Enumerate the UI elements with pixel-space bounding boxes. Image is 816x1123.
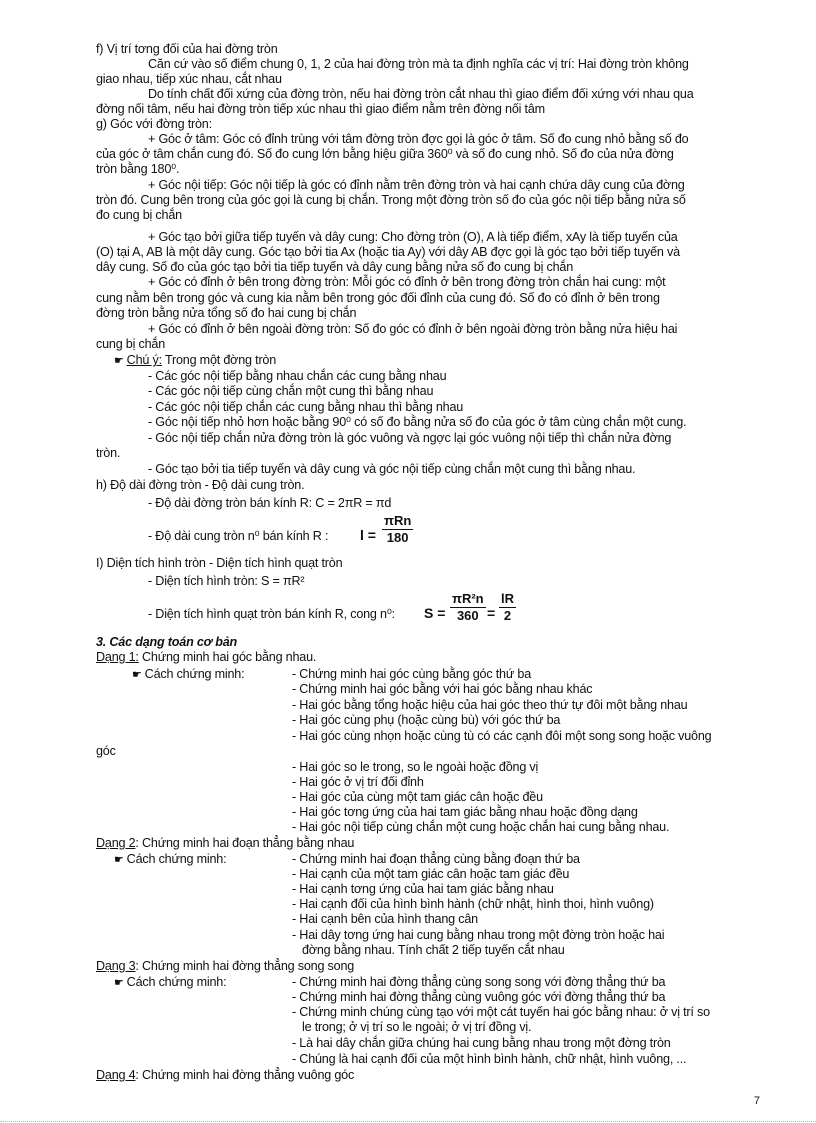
section-3-title: 3. Các dạng toán cơ bản	[96, 635, 238, 649]
dang-2-heading	[96, 836, 354, 851]
dang-4-label: Dạng 4	[96, 1068, 136, 1082]
paragraph-line: đờng nối tâm, nếu hai đờng tròn tiếp xúc nhau thì giao điểm nằm trên đờng nối tâm	[96, 102, 545, 116]
list-item: - Chứng minh hai đờng thẳng cùng vuông góc với đờng thẳng thứ ba	[292, 990, 666, 1004]
paragraph-line: + Góc nội tiếp: Góc nội tiếp là góc có đỉnh nằm trên đờng tròn và hai cạnh chứa dây cung của đờng	[148, 178, 685, 192]
page-number: 7	[753, 1095, 760, 1107]
list-item: - Hai cạnh đối của hình bình hành (chữ nhật, hình thoi, hình vuông)	[292, 897, 654, 911]
paragraph-line: đờng tròn bằng nửa tổng số đo hai cung bị chắn	[96, 306, 357, 320]
paragraph-line: cung nằm bên trong góc và cung kia nằm bên trong góc đối đỉnh của cung đó. Số đo có đỉnh ở bên trong	[96, 291, 660, 305]
note-item: - Góc nội tiếp nhỏ hơn hoặc bằng 90⁰ có số đo bằng nửa số đo của góc ở tâm cùng chắn một cung.	[148, 415, 687, 429]
list-item: - Hai cạnh bên của hình thang cân	[292, 912, 478, 926]
section-g-title: g) Góc với đờng tròn:	[96, 117, 212, 131]
formula-sector-label: - Diện tích hình quạt tròn bán kính R, cong n⁰:	[148, 607, 395, 621]
paragraph-line: của góc ở tâm chắn cung đó. Số đo cung lớn bằng hiệu giữa 360⁰ và số đo cung nhỏ. Số đo của nửa đờng	[96, 147, 674, 161]
note-item: - Các góc nội tiếp chắn các cung bằng nhau thì bằng nhau	[148, 400, 464, 414]
list-item: - Hai góc so le trong, so le ngoài hoặc đồng vị	[292, 760, 539, 774]
dang-4-heading	[96, 1068, 354, 1083]
formula-sector-equals: =	[487, 605, 496, 621]
list-item: - Hai cạnh tơng ứng của hai tam giác bằng nhau	[292, 882, 554, 896]
list-item: - Chứng minh hai góc bằng với hai góc bằng nhau khác	[292, 682, 593, 696]
note-label: Chú ý:	[126, 353, 162, 367]
formula-circle-area: - Diện tích hình tròn: S = πR²	[148, 574, 305, 588]
section-f-title: f) Vị trí tơng đối của hai đờng tròn	[96, 42, 278, 56]
list-item: - Là hai dây chắn giữa chúng hai cung bằng nhau trong một đờng tròn	[292, 1036, 671, 1050]
fraction-numerator: lR	[501, 591, 514, 606]
method-label: ☛ Cách chứng minh:	[114, 852, 227, 866]
note-item-wrap: tròn.	[96, 446, 121, 460]
list-item-wrap: le trong; ở vị trí so le ngoài; ở vị trí đồng vị.	[302, 1020, 532, 1034]
paragraph-line: (O) tại A, AB là một dây cung. Góc tạo bởi tia Ax (hoặc tia Ay) với dây AB đợc gọi là góc tạo bởi tiếp tuyến và	[96, 245, 680, 259]
method-label: ☛ Cách chứng minh:	[114, 975, 227, 989]
dang-4-text: : Chứng minh hai đờng thẳng vuông góc	[135, 1068, 355, 1082]
note-heading	[114, 353, 276, 369]
dang-3-text: : Chứng minh hai đờng thẳng song song	[135, 959, 355, 973]
list-item: - Hai góc bằng tổng hoặc hiệu của hai góc theo thứ tự đôi một bằng nhau	[292, 698, 688, 712]
list-item: - Chúng là hai cạnh đối của một hình bình hành, chữ nhật, hình vuông, ...	[292, 1052, 687, 1066]
paragraph-line: + Góc ở tâm: Góc có đỉnh trùng với tâm đờng tròn đợc gọi là góc ở tâm. Số đo cung nhỏ bằng số đo	[148, 132, 689, 146]
paragraph-line: đo cung bị chắn	[96, 208, 182, 222]
fraction-denominator: 180	[386, 530, 409, 545]
dang-2-text: : Chứng minh hai đoạn thẳng bằng nhau	[135, 836, 355, 850]
list-item: - Chứng minh hai đoạn thẳng cùng bằng đoạn thứ ba	[292, 852, 580, 866]
paragraph-line: + Góc tạo bởi giữa tiếp tuyến và dây cung: Cho đờng tròn (O), A là tiếp điểm, xAy là tiếp tuyến của	[148, 230, 678, 244]
list-item: - Hai góc của cùng một tam giác cân hoặc đều	[292, 790, 543, 804]
paragraph-line: giao nhau, tiếp xúc nhau, cắt nhau	[96, 72, 282, 86]
dang-3-label: Dạng 3	[96, 959, 136, 973]
list-item: - Chứng minh chúng cùng tạo với một cát tuyến hai góc bằng nhau: ở vị trí so	[292, 1005, 710, 1019]
note-text: Trong một đờng tròn	[161, 353, 277, 367]
list-item: - Chứng minh hai góc cùng bằng góc thứ ba	[292, 667, 532, 681]
paragraph-line: + Góc có đỉnh ở bên ngoài đờng tròn: Số đo góc có đỉnh ở bên ngoài đờng tròn bằng nửa hiệu hai	[148, 322, 678, 336]
list-item: - Hai góc cùng phụ (hoặc cùng bù) với góc thứ ba	[292, 713, 561, 727]
paragraph-line: tròn bằng 180⁰.	[96, 162, 180, 176]
paragraph-line: Do tính chất đối xứng của đờng tròn, nếu hai đờng tròn cắt nhau thì giao điểm đối xứng với nhau qua	[148, 87, 694, 101]
formula-arc-lhs: l =	[360, 527, 376, 543]
note-item: - Góc nội tiếp chắn nửa đờng tròn là góc vuông và ngợc lại góc vuông nội tiếp thì chắn nửa đờng	[148, 431, 672, 445]
dang-1-heading	[96, 650, 316, 665]
formula-sector-lhs: S =	[424, 605, 446, 621]
list-item: - Chứng minh hai đờng thẳng cùng song song với đờng thẳng thứ ba	[292, 975, 666, 989]
fraction-numerator: πR²n	[452, 591, 484, 606]
pointing-hand-icon: ☛	[132, 669, 142, 681]
section-h-title: h) Độ dài đờng tròn - Độ dài cung tròn.	[96, 478, 305, 492]
dang-2-label: Dạng 2	[96, 836, 136, 850]
list-item-wrap: đờng bằng nhau. Tính chất 2 tiếp tuyến cắt nhau	[302, 943, 565, 957]
page-bottom-divider	[0, 1121, 816, 1122]
list-item: - Hai góc nội tiếp cùng chắn một cung hoặc chắn hai cung bằng nhau.	[292, 820, 670, 834]
paragraph-line: dây cung. Số đo của góc tạo bởi tia tiếp tuyến và dây cung bằng nửa số đo cung bị chắn	[96, 260, 573, 274]
list-item: - Hai dây tơng ứng hai cung bằng nhau trong một đờng tròn hoặc hai	[292, 928, 665, 942]
paragraph-line: tròn đó. Cung bên trong của góc gọi là cung bị chắn. Trong một đờng tròn số đo của góc nội tiếp bằng nửa số	[96, 193, 686, 207]
paragraph-line: cung bị chắn	[96, 337, 166, 351]
method-label: ☛ Cách chứng minh:	[132, 667, 245, 681]
list-item: - Hai góc cùng nhọn hoặc cùng tù có các cạnh đôi một song song hoặc vuông	[292, 729, 712, 743]
note-item: - Các góc nội tiếp cùng chắn một cung thì bằng nhau	[148, 384, 434, 398]
note-item: - Các góc nội tiếp bằng nhau chắn các cung bằng nhau	[148, 369, 447, 383]
pointing-hand-icon: ☛	[114, 977, 124, 989]
list-item: - Hai cạnh của một tam giác cân hoặc tam giác đều	[292, 867, 570, 881]
fraction-denominator: 360	[456, 608, 479, 623]
pointing-hand-icon: ☛	[114, 854, 124, 866]
formula-sector-fraction-1	[450, 592, 486, 623]
paragraph-line: + Góc có đỉnh ở bên trong đờng tròn: Mỗi góc có đỉnh ở bên trong đờng tròn chắn hai cung: một	[148, 275, 666, 289]
formula-sector-fraction-2	[499, 592, 516, 623]
pointing-hand-icon: ☛	[114, 355, 124, 367]
paragraph-line: Căn cứ vào số điểm chung 0, 1, 2 của hai đờng tròn mà ta định nghĩa các vị trí: Hai đờng tròn không	[148, 57, 689, 71]
dang-1-text: Chứng minh hai góc bằng nhau.	[138, 650, 317, 664]
list-item: - Hai góc tơng ứng của hai tam giác bằng nhau hoặc đồng dạng	[292, 805, 638, 819]
section-i-title: I) Diện tích hình tròn - Diện tích hình quạt tròn	[96, 556, 343, 570]
note-item: - Góc tạo bởi tia tiếp tuyến và dây cung và góc nội tiếp cùng chắn một cung thì bằng nhau.	[148, 462, 636, 476]
list-item: - Hai góc ở vị trí đối đỉnh	[292, 775, 424, 789]
dang-3-heading	[96, 959, 354, 974]
fraction-numerator: πRn	[384, 513, 412, 528]
formula-arc-label: - Độ dài cung tròn n⁰ bán kính R :	[148, 529, 329, 543]
list-item-wrap: góc	[96, 744, 116, 758]
fraction-denominator: 2	[503, 608, 512, 623]
formula-circumference: - Độ dài đờng tròn bán kính R: C = 2πR = πd	[148, 496, 392, 510]
formula-arc-fraction	[382, 514, 413, 545]
dang-1-label: Dạng 1:	[96, 650, 139, 664]
